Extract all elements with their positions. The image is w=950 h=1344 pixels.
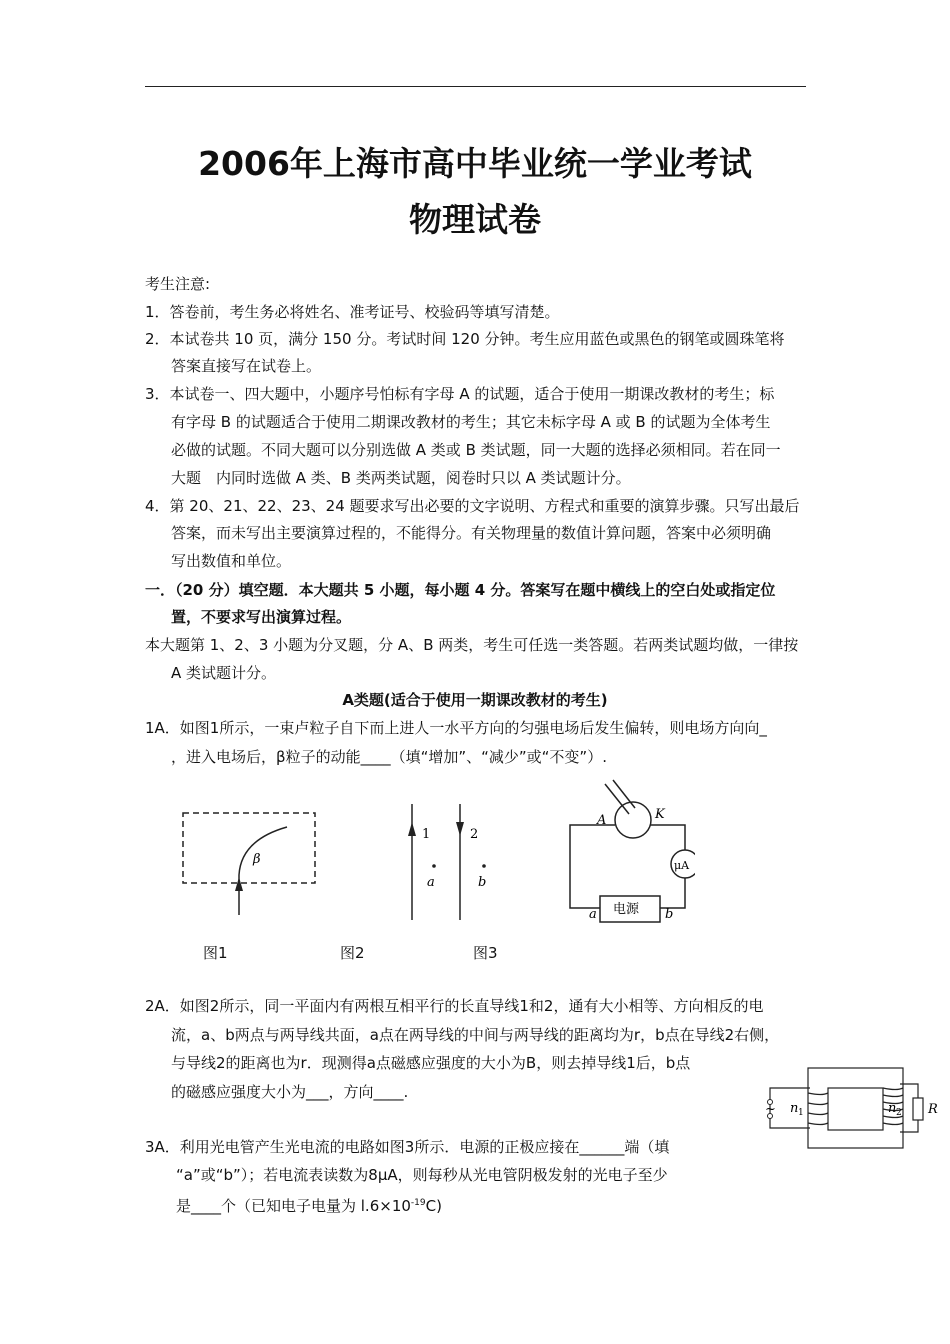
question-3a: 3A．利用光电管产生光电流的电路如图3所示．电源的正极应接在______端（填 [145,1138,670,1156]
notice-line: 答案，而未写出主要演算过程的，不能得分。有关物理量的数值计算问题，答案中必须明确 [171,524,772,542]
section-subheading: A类题(适合于使用一期课改教材的考生) [342,691,608,709]
question-2a: 流，a、b两点与两导线共面，a点在两导线的中间与两导线的距离均为r，b点在导线2右侧， [171,1026,780,1044]
point-a-label: a [427,875,435,890]
wire-2-label: 2 [470,827,479,842]
exam-subtitle: 物理试卷 [409,200,541,239]
section-intro: A 类试题计分。 [171,664,277,682]
question-1a: ，进入电场后，β粒子的动能____（填“增加”、“减少”或“不变”）. [171,748,607,766]
figure-2 [400,800,500,925]
question-2a: 2A．如图2所示，同一平面内有两根互相平行的长直导线1和2，通有大小相等、方向相反的电 [145,997,764,1015]
notice-line: 有字母 B 的试题适合于使用二期课改教材的考生；其它未标字母 A 或 B 的试题为全体考生 [171,413,771,431]
beta-label: β [253,852,261,867]
n2-subscript: 2 [896,1108,902,1118]
question-1a: 1A．如图1所示，一束卢粒子自下而上进人一水平方向的匀强电场后发生偏转，则电场方向向_ [145,719,767,737]
anode-label: A [597,813,607,828]
figure-1 [175,805,325,920]
notice-line: 大题 内同时选做 A 类、B 类两类试题，阅卷时只以 A 类试题计分。 [171,469,631,487]
q3-text-end: C) [425,1197,442,1215]
exam-title: 2006年上海市高中毕业统一学业考试 [198,144,752,183]
notice-line: 1．答卷前，考生务必将姓名、准考证号、校验码等填写清楚。 [145,303,560,321]
question-3a: “a”或“b”）；若电流表读数为8μA，则每秒从光电管阴极发射的光电子至少 [176,1166,668,1184]
figure-1-caption: 图1 [203,944,228,962]
question-3a [176,1193,442,1216]
section-heading: 一．（20 分）填空题．本大题共 5 小题，每小题 4 分。答案写在题中横线上的空白处或指定位 [145,581,776,599]
notice-line: 2．本试卷共 10 页，满分 150 分。考试时间 120 分钟。考生应用蓝色或黑色的钢笔或圆珠笔将 [145,330,785,348]
wire-1-label: 1 [422,827,431,842]
section-heading: 置，不要求写出演算过程。 [171,608,352,626]
ac-source-label: ~ [765,1102,776,1117]
notice-heading: 考生注意: [145,275,211,293]
notice-line: 4．第 20、21、22、23、24 题要求写出必要的文字说明、方程式和重要的演算步骤。只写出最后 [145,497,800,515]
terminal-a-label: a [589,907,597,922]
figure-3-caption: 图3 [473,944,498,962]
section-intro: 本大题第 1、2、3 小题为分叉题，分 A、B 两类，考生可任选一类答题。若两类试题均做，一律按 [145,636,799,654]
q3-exponent: -19 [410,1198,426,1208]
notice-line: 必做的试题。不同大题可以分别选做 A 类或 B 类试题，同一大题的选择必须相同。若在同一 [171,441,781,459]
source-label: 电源 [613,902,640,917]
n1-label: n [790,1101,799,1116]
terminal-b-label: b [665,907,674,922]
n2-label: n [888,1101,897,1116]
q3-text: 是____个（已知电子电量为 l.6×10 [176,1197,411,1215]
n1-subscript: 1 [798,1108,804,1118]
figure-2-caption: 图2 [340,944,365,962]
transformer-figure [760,1060,945,1160]
notice-line: 3．本试卷一、四大题中，小题序号怕标有字母 A 的试题，适合于使用一期课改教材的考生；标 [145,385,775,403]
figure-3 [565,778,695,928]
question-2a: 的磁感应强度大小为___，方向____. [171,1083,409,1101]
header-rule [145,86,806,87]
notice-line: 写出数值和单位。 [171,552,292,570]
cathode-label: K [655,807,665,822]
point-b-label: b [478,875,487,890]
resistor-label: R [928,1102,938,1117]
meter-label: μA [674,859,690,872]
question-2a: 与导线2的距离也为r．现测得a点磁感应强度的大小为B，则去掉导线1后，b点 [171,1054,691,1072]
notice-line: 答案直接写在试卷上。 [171,357,322,375]
